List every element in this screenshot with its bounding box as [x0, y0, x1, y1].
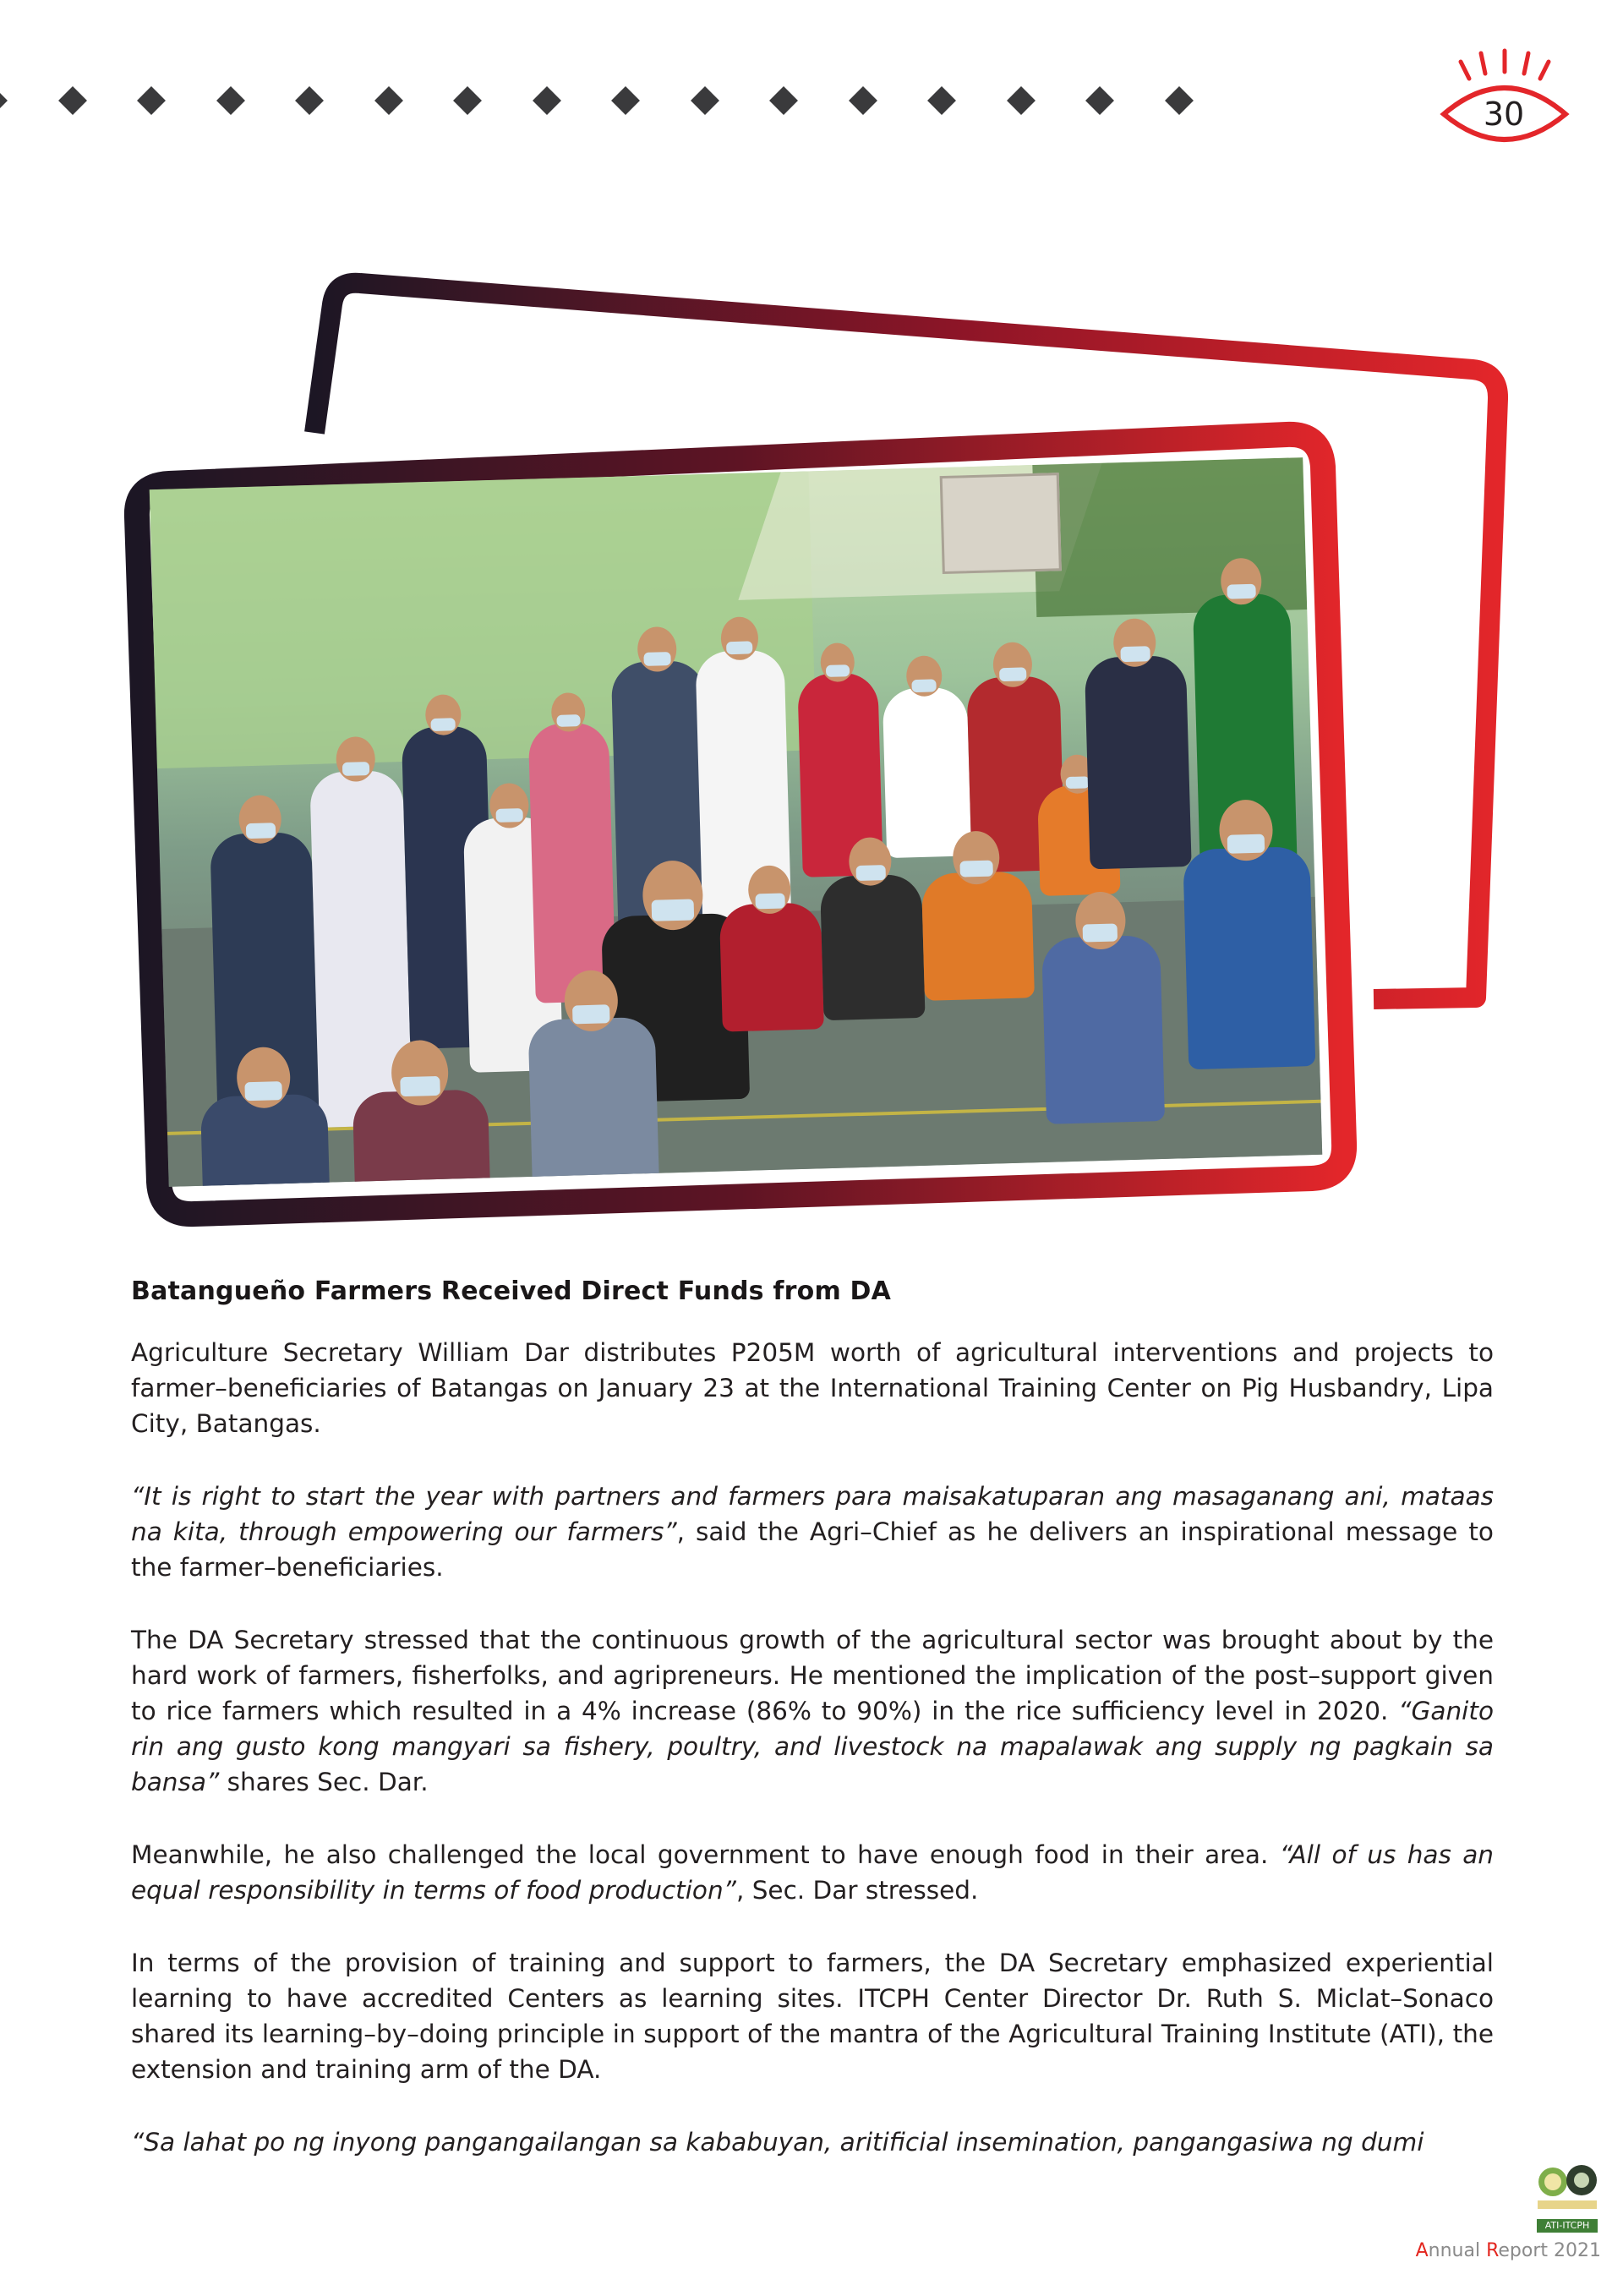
photo-person: [883, 686, 972, 858]
photo-face-mask: [652, 899, 695, 921]
paragraph-text: , Sec. Dar stressed.: [735, 1876, 979, 1905]
footer-text-part: nnual: [1428, 2240, 1487, 2261]
photo-person: [1041, 935, 1165, 1124]
paragraph-text: The DA Secretary stressed that the continuous growth of the agricultural sector was brought about by the hard work of farmers, fisherfolks, and agripreneurs. He mentioned the implication of the post–support given to rice farmers which resulted in a 4% increase (86% to 90%) in the rice sufficiency level in 2020.: [131, 1626, 1494, 1725]
photo-face-mask: [1083, 924, 1118, 943]
photo-face-mask: [1065, 776, 1089, 789]
photo-face-mask: [245, 823, 275, 839]
photo-face-mask: [959, 861, 993, 877]
photo-face-mask: [755, 893, 784, 909]
paragraph-text: , said the Agri–Chief as he delivers an inspirational message to the farmer–beneficiaries.: [131, 1517, 1494, 1582]
photo-trees: [1032, 457, 1307, 617]
ati-itcph-logo-icon: [1534, 2158, 1600, 2217]
photo-face-mask: [912, 679, 937, 692]
photo-person: [719, 902, 824, 1031]
photo-person: [1085, 655, 1192, 869]
quote: “Ganito rin ang gusto kong mangyari sa fishery, poultry, and livestock na mapalawak ang supply ng pagkain sa bansa”: [131, 1697, 1494, 1796]
annual-report-footer: [1415, 2240, 1601, 2261]
paragraph-3: [131, 1622, 1494, 1800]
paragraph-5: In terms of the provision of training and support to farmers, the DA Secretary emphasized experiential learning to have accredited Centers as learning sites. ITCPH Center Director Dr. Ruth S. Miclat–Sonaco shared its learning–by–doing principle in support of the mantra of the Agricultural Training Institute (ATI), the extension and training arm of the DA.: [131, 1949, 1494, 2084]
quote: “It is right to start the year with partners and farmers para maisakatuparan ang masaganang ani, mataas na kita, through empowering our farmers”: [131, 1482, 1494, 1546]
photo-face-mask: [999, 667, 1026, 681]
logo-label: ATI-ITCPH: [1537, 2219, 1598, 2233]
photo-face-mask: [825, 664, 849, 677]
photo-face-mask: [643, 652, 670, 666]
photo-face-mask: [1227, 584, 1255, 599]
photo-face-mask: [400, 1076, 440, 1096]
footer-accent-letter: A: [1415, 2240, 1429, 2261]
photo-face-mask: [726, 641, 752, 654]
photo-person: [820, 874, 926, 1020]
paragraph-4: [131, 1837, 1494, 1908]
article-headline: Batangueño Farmers Received Direct Funds from DA: [131, 1276, 892, 1306]
photo-person: [1183, 846, 1315, 1069]
photo-person: [921, 871, 1035, 1001]
photo-face-mask: [495, 808, 522, 823]
photo-person: [527, 1017, 659, 1187]
photo-face-mask: [1120, 646, 1150, 662]
footer-accent-letter: R: [1486, 2240, 1499, 2261]
paragraph-6: [131, 2124, 1494, 2160]
photo-face-mask: [1227, 834, 1265, 854]
photo-face-mask: [572, 1005, 610, 1025]
photo-face-mask: [431, 718, 456, 731]
photo-face-mask: [556, 714, 580, 727]
paragraph-2: [131, 1479, 1494, 1585]
page-number: 30: [1483, 96, 1525, 133]
article: [131, 1276, 1494, 2197]
photo-aircon: [940, 473, 1062, 574]
footer-text-part: eport 2021: [1498, 2240, 1601, 2261]
quote: “Sa lahat po ng inyong pangangailangan sa kababuyan, aritificial insemination, pangangasiwa ng dumi: [131, 2128, 1424, 2157]
photo-face-mask: [342, 762, 369, 776]
quote: “All of us has an equal responsibility in terms of food production”: [131, 1840, 1494, 1905]
event-photo: [150, 457, 1323, 1187]
photo-face-mask: [855, 865, 885, 881]
paragraph-text: Meanwhile, he also challenged the local government to have enough food in their area.: [131, 1840, 1280, 1869]
paragraph-text: shares Sec. Dar.: [219, 1768, 429, 1796]
photo-face-mask: [244, 1081, 282, 1101]
paragraph-1: Agriculture Secretary William Dar distributes P205M worth of agricultural interventions and projects to farmer–beneficiaries of Batangas on January 23 at the International Training Center on Pig Husbandry, Lipa City, Batangas.: [131, 1338, 1494, 1438]
